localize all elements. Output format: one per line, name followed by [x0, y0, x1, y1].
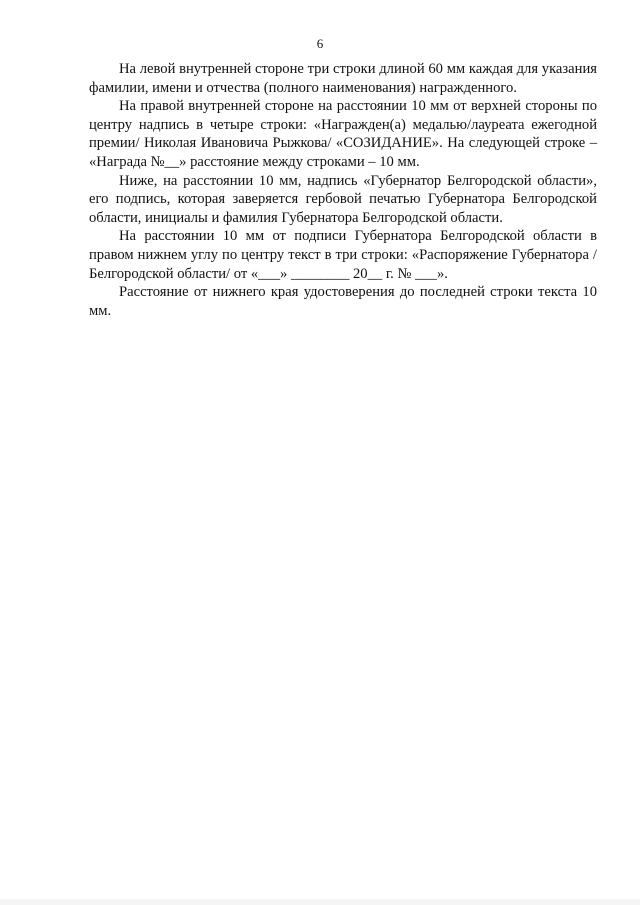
paragraph-bottom-distance: Расстояние от нижнего края удостоверения до последней строки текста 10 мм.: [89, 284, 597, 319]
paragraph-governor-signature: Ниже, на расстоянии 10 мм, надпись «Губернатор Белгородской области», его подпись, которая заверяется гербовой печатью Губернатора Белгородской области, инициалы и фамилия Губернатора Белгородской области.: [89, 172, 597, 226]
paragraph-order-text: На расстоянии 10 мм от подписи Губернатора Белгородской области в правом нижнем углу по центру текст в три строки: «Распоряжение Губернатора /Белгородской области/ от «___» ________ 20__ г. № ___».: [89, 228, 597, 282]
page-bottom-edge: [0, 899, 640, 905]
document-body: [89, 60, 597, 320]
paragraph-right-inner-side: На правой внутренней стороне на расстоянии 10 мм от верхней стороны по центру надпись в четыре строки: «Награжден(а) медалью/лауреата ежегодной премии/ Николая Ивановича Рыжкова/ «СОЗИДАНИЕ». На следующей строке – «Награда №__» расстояние между строками – 10 мм.: [89, 98, 597, 170]
page-number: 6: [316, 36, 324, 51]
paragraph-left-inner-side: На левой внутренней стороне три строки длиной 60 мм каждая для указания фамилии, имени и отчества (полного наименования) награжденного.: [89, 61, 597, 96]
